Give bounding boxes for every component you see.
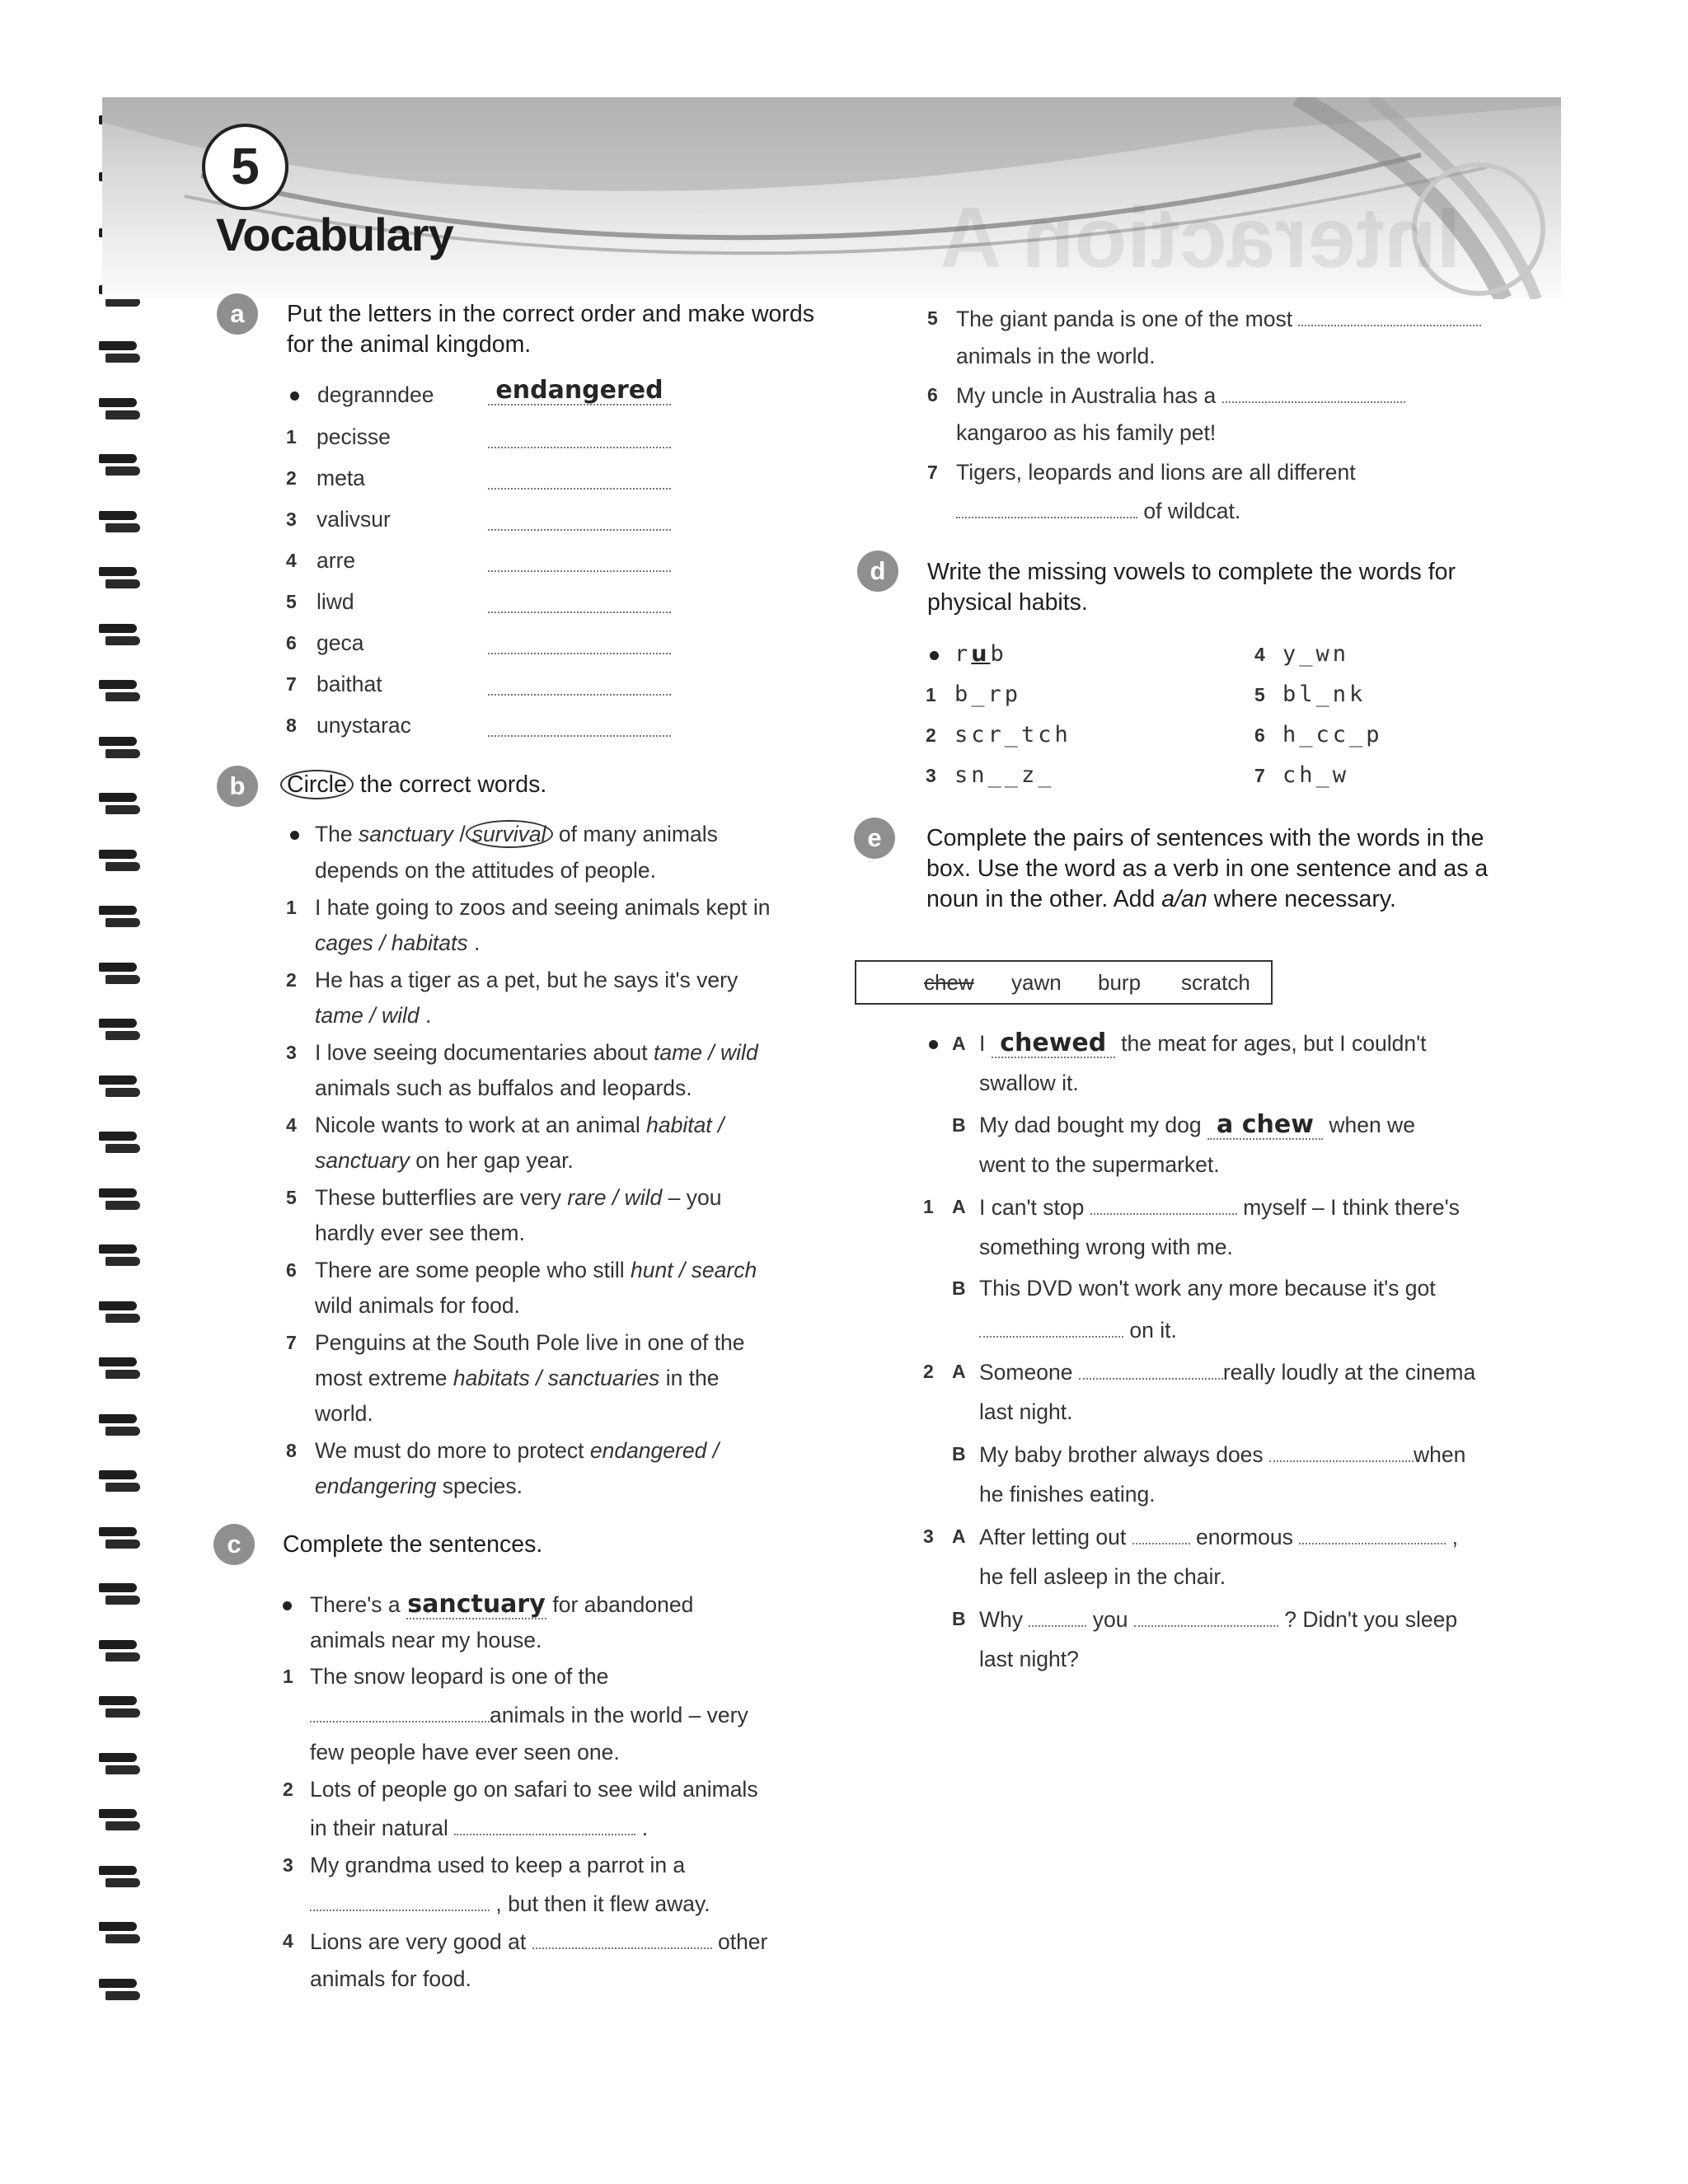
- binding-coil: [99, 398, 142, 423]
- answer-blank[interactable]: [956, 497, 1137, 518]
- section-d-item-4[interactable]: y_wn: [1282, 641, 1350, 667]
- answer-blank[interactable]: [1269, 1441, 1414, 1462]
- section-a-example-answer[interactable]: endangered: [488, 377, 671, 405]
- item-number: 3: [923, 1526, 934, 1547]
- section-e-example-a-line1: I chewed the meat for ages, but I couldn't: [979, 1029, 1427, 1057]
- binding-coil: [99, 454, 142, 479]
- answer-blank[interactable]: [488, 427, 671, 448]
- item-number: 4: [1254, 644, 1265, 665]
- item-number: 5: [1254, 684, 1265, 705]
- item-number: 6: [286, 1259, 297, 1281]
- section-a-scrambled-word: liwd: [316, 589, 354, 614]
- binding-coil: [99, 1527, 142, 1552]
- item-number: 7: [1254, 765, 1265, 786]
- section-b-item-6-line1[interactable]: There are some people who still hunt / search: [315, 1258, 757, 1282]
- section-c-example-line1: There's a sanctuary for abandoned: [310, 1590, 694, 1619]
- word-box-item: chew: [924, 970, 974, 995]
- answer-blank[interactable]: chewed: [992, 1030, 1115, 1058]
- section-e-label: e: [854, 818, 895, 859]
- section-a-scrambled-word: geca: [316, 630, 364, 655]
- item-letter: A: [952, 1196, 966, 1217]
- answer-blank[interactable]: [488, 633, 671, 654]
- binding-coil: [99, 1414, 142, 1439]
- section-c-item-6-line2: kangaroo as his family pet!: [956, 420, 1217, 445]
- section-c-item-2-line1: Lots of people go on safari to see wild animals: [310, 1777, 758, 1802]
- section-c-item-1-line2: animals in the world – very: [310, 1701, 748, 1728]
- section-e-item-1b-line2: on it.: [979, 1316, 1177, 1343]
- bullet-icon: [929, 1040, 938, 1049]
- section-a-scrambled-word: baithat: [316, 672, 382, 696]
- item-number: 1: [286, 426, 297, 448]
- item-number: 8: [286, 1440, 297, 1461]
- answer-blank[interactable]: [488, 592, 671, 613]
- section-d-item-2[interactable]: scr_tch: [954, 722, 1071, 748]
- section-a-scrambled-word: meta: [316, 466, 365, 490]
- section-b-example-line1: The sanctuary / survival of many animals: [315, 822, 718, 846]
- circle-word: Circle: [280, 770, 354, 799]
- item-number: 3: [283, 1854, 293, 1876]
- item-letter: A: [952, 1361, 966, 1382]
- item-number: 2: [286, 969, 297, 991]
- word-box-item: scratch: [1181, 970, 1250, 995]
- section-d-item-7[interactable]: ch_w: [1282, 762, 1350, 788]
- item-number: 2: [926, 724, 936, 746]
- section-c-item-3-line2: , but then it flew away.: [310, 1890, 710, 1917]
- section-c-item-4-line1: Lions are very good at other: [310, 1929, 768, 1954]
- item-number: 6: [927, 384, 938, 405]
- binding-coil: [99, 1188, 142, 1213]
- section-c-example-line2: animals near my house.: [310, 1628, 542, 1652]
- item-letter: B: [952, 1443, 966, 1465]
- section-e-item-1b-line1: This DVD won't work any more because it's got: [979, 1276, 1436, 1301]
- bullet-icon: [930, 651, 939, 660]
- binding-coil: [99, 1470, 142, 1495]
- section-e-item-3b-line2: last night?: [979, 1647, 1079, 1671]
- section-e-item-3a-line2: he fell asleep in the chair.: [979, 1564, 1226, 1589]
- item-number: 6: [286, 632, 297, 654]
- section-c-item-5-line1: The giant panda is one of the most: [956, 305, 1481, 332]
- binding-coil: [99, 737, 142, 762]
- binding-coil: [99, 1132, 142, 1156]
- section-e-item-3b-line1: Why you ? Didn't you sleep: [979, 1607, 1458, 1632]
- section-b-item-7-line3: world.: [315, 1401, 373, 1426]
- bleed-through-header: Interaction A: [940, 190, 1461, 286]
- section-b-item-2-options[interactable]: tame / wild .: [315, 1003, 432, 1028]
- answer-blank[interactable]: [1029, 1605, 1086, 1627]
- answer-blank[interactable]: [1222, 382, 1405, 403]
- item-letter: B: [952, 1608, 966, 1629]
- item-number: 5: [286, 591, 297, 612]
- section-c-item-7-line1: Tigers, leopards and lions are all different: [956, 460, 1356, 485]
- item-number: 6: [1254, 724, 1265, 746]
- binding-coil: [99, 1019, 142, 1043]
- item-number: 4: [286, 1114, 297, 1136]
- section-a-scrambled-word: arre: [316, 548, 356, 573]
- section-c-item-7-line2: of wildcat.: [956, 497, 1240, 524]
- section-e-example-b-line2: went to the supermarket.: [979, 1152, 1220, 1177]
- bullet-icon: [290, 831, 299, 840]
- item-number: 7: [286, 1332, 297, 1353]
- binding-coil: [99, 624, 142, 649]
- binding-coil: [99, 793, 142, 818]
- answer-blank[interactable]: [310, 1701, 490, 1722]
- binding-coil: [99, 906, 142, 930]
- section-b-item-2-line1: He has a tiger as a pet, but he says it's very: [315, 968, 738, 992]
- binding-coil: [99, 1866, 142, 1891]
- item-number: 1: [923, 1196, 934, 1217]
- item-number: 2: [283, 1779, 293, 1800]
- binding-coil: [99, 341, 142, 366]
- section-a-scrambled-word: unystarac: [316, 713, 411, 738]
- section-b-item-7-line2[interactable]: most extreme habitats / sanctuaries in the: [315, 1366, 720, 1390]
- section-b-item-1-line1: I hate going to zoos and seeing animals kept in: [315, 895, 771, 920]
- section-c-label: c: [213, 1524, 255, 1565]
- section-b-item-5-line2: hardly ever see them.: [315, 1221, 525, 1245]
- item-number: 2: [286, 467, 297, 489]
- item-number: 8: [286, 715, 297, 736]
- section-c-item-1-line3: few people have ever seen one.: [310, 1740, 620, 1765]
- binding-coil: [99, 1357, 142, 1382]
- binding-coil: [99, 1696, 142, 1721]
- binding-coil: [99, 1301, 142, 1326]
- answer-blank[interactable]: [488, 509, 671, 531]
- section-d-item-5[interactable]: bl_nk: [1282, 682, 1367, 707]
- answer-blank[interactable]: [310, 1890, 490, 1911]
- section-e-item-1a-line1: I can't stop myself – I think there's: [979, 1195, 1460, 1220]
- item-number: 7: [286, 673, 297, 695]
- unit-number-badge: 5: [202, 124, 288, 210]
- section-e-item-2a-line1: Someone really loudly at the cinema: [979, 1360, 1476, 1385]
- section-e-item-2a-line2: last night.: [979, 1399, 1073, 1424]
- answer-blank[interactable]: [1299, 1523, 1446, 1544]
- section-b-item-7-line1: Penguins at the South Pole live in one of the: [315, 1330, 745, 1355]
- answer-blank[interactable]: [1090, 1193, 1237, 1215]
- section-a-label: a: [217, 293, 258, 335]
- answer-blank[interactable]: [488, 674, 671, 696]
- answer-blank[interactable]: [488, 468, 671, 490]
- section-b-item-1-options[interactable]: cages / habitats .: [315, 930, 481, 955]
- binding-coil: [99, 1979, 142, 2004]
- item-number: 3: [286, 1042, 297, 1063]
- section-b-item-4-line1[interactable]: Nicole wants to work at an animal habitat /: [315, 1113, 724, 1137]
- page-title: Vocabulary: [216, 209, 453, 260]
- item-number: 1: [286, 897, 297, 918]
- section-a-scrambled-word: valivsur: [316, 507, 391, 532]
- binding-coil: [99, 1583, 142, 1608]
- bullet-icon: [283, 1601, 292, 1610]
- section-e-example-b-line1: My dad bought my dog a chew when we: [979, 1110, 1415, 1139]
- binding-coil: [99, 850, 142, 874]
- section-e-item-3a-line1: After letting out enormous ,: [979, 1525, 1458, 1549]
- binding-coil: [99, 1753, 142, 1778]
- section-c-instruction: Complete the sentences.: [283, 1531, 543, 1558]
- section-c-item-5-line2: animals in the world.: [956, 344, 1156, 368]
- section-b-item-4-line2[interactable]: sanctuary on her gap year.: [315, 1148, 574, 1173]
- answer-blank[interactable]: [979, 1316, 1123, 1338]
- section-c-item-1-line1: The snow leopard is one of the: [310, 1664, 609, 1689]
- item-number: 5: [927, 307, 938, 329]
- answer-blank[interactable]: [1298, 305, 1481, 326]
- section-c-item-6-line1: My uncle in Australia has a: [956, 382, 1405, 409]
- item-number: 3: [926, 765, 936, 786]
- section-b-instruction: Circle the correct words.: [280, 770, 546, 800]
- binding-coil: [99, 680, 142, 705]
- section-b-item-6-line2: wild animals for food.: [315, 1293, 520, 1318]
- answer-blank[interactable]: [488, 715, 671, 737]
- item-letter: B: [952, 1277, 966, 1299]
- answer-blank[interactable]: [454, 1814, 635, 1835]
- item-number: 5: [286, 1187, 297, 1208]
- binding-coil: [99, 1922, 142, 1947]
- section-e-item-2b-line2: he finishes eating.: [979, 1482, 1156, 1507]
- item-letter: B: [952, 1114, 966, 1136]
- answer-blank[interactable]: a chew: [1207, 1112, 1323, 1140]
- answer-blank[interactable]: [532, 1928, 712, 1949]
- binding-coil: [99, 1076, 142, 1100]
- section-b-example-line2: depends on the attitudes of people.: [315, 858, 657, 883]
- answer-blank[interactable]: [1079, 1358, 1223, 1380]
- word-box-item: burp: [1098, 970, 1142, 995]
- binding-coil: [99, 963, 142, 987]
- item-number: 1: [283, 1666, 293, 1687]
- section-d-example: rub: [954, 641, 1007, 667]
- section-c-item-3-line1: My grandma used to keep a parrot in a: [310, 1853, 686, 1877]
- section-c-item-4-line2: animals for food.: [310, 1966, 471, 1991]
- section-b-item-5-line1[interactable]: These butterflies are very rare / wild – you: [315, 1185, 722, 1210]
- binding-coil: [99, 567, 142, 592]
- answer-blank[interactable]: [488, 551, 671, 572]
- binding-coil: [99, 1244, 142, 1269]
- item-number: 4: [283, 1930, 293, 1952]
- binding-coil: [99, 1640, 142, 1665]
- section-d-label: d: [857, 551, 898, 592]
- circled-answer: survival: [466, 820, 553, 848]
- item-letter: A: [952, 1033, 966, 1054]
- section-a-instruction: Put the letters in the correct order and make words for the animal kingdom.: [287, 301, 814, 358]
- section-a-scrambled-word: pecisse: [316, 424, 391, 449]
- section-e-example-a-line2: swallow it.: [979, 1071, 1079, 1095]
- section-d-item-6[interactable]: h_cc_p: [1282, 722, 1383, 748]
- spiral-binding: [99, 115, 148, 2027]
- section-e-instruction: Complete the pairs of sentences with the words in the box. Use the word as a verb in one sentence and as a noun in the other. Add a/an where necessary.: [926, 825, 1489, 912]
- binding-coil: [99, 1809, 142, 1834]
- word-box: [855, 960, 1273, 1005]
- section-e-item-1a-line2: something wrong with me.: [979, 1235, 1233, 1259]
- section-b-item-8-line2[interactable]: endangering species.: [315, 1474, 523, 1498]
- item-letter: A: [952, 1526, 966, 1547]
- item-number: 1: [926, 684, 936, 705]
- item-number: 7: [927, 462, 938, 483]
- binding-coil: [99, 511, 142, 536]
- section-b-item-3-line2: animals such as buffalos and leopards.: [315, 1076, 692, 1100]
- item-number: 2: [923, 1361, 934, 1382]
- section-d-item-3[interactable]: sn__z_: [954, 762, 1055, 788]
- answer-blank[interactable]: [1132, 1523, 1190, 1544]
- item-number: 4: [286, 550, 297, 571]
- item-number: 3: [286, 509, 297, 530]
- section-d-instruction: Write the missing vowels to complete the words for physical habits.: [927, 559, 1456, 616]
- section-b-item-3-line1[interactable]: I love seeing documentaries about tame / wild: [315, 1040, 758, 1065]
- section-b-item-8-line1[interactable]: We must do more to protect endangered /: [315, 1438, 720, 1463]
- section-a-example-scrambled: degranndee: [317, 382, 434, 407]
- section-c-item-2-line2: in their natural .: [310, 1816, 649, 1840]
- answer-blank[interactable]: [1134, 1605, 1278, 1627]
- section-e-item-2b-line1: My baby brother always does when: [979, 1442, 1466, 1467]
- word-box-item: yawn: [1011, 970, 1062, 995]
- section-b-label: b: [217, 766, 258, 807]
- section-d-item-1[interactable]: b_rp: [954, 682, 1022, 707]
- bullet-icon: [290, 391, 299, 401]
- answer-blank[interactable]: sanctuary: [407, 1590, 546, 1619]
